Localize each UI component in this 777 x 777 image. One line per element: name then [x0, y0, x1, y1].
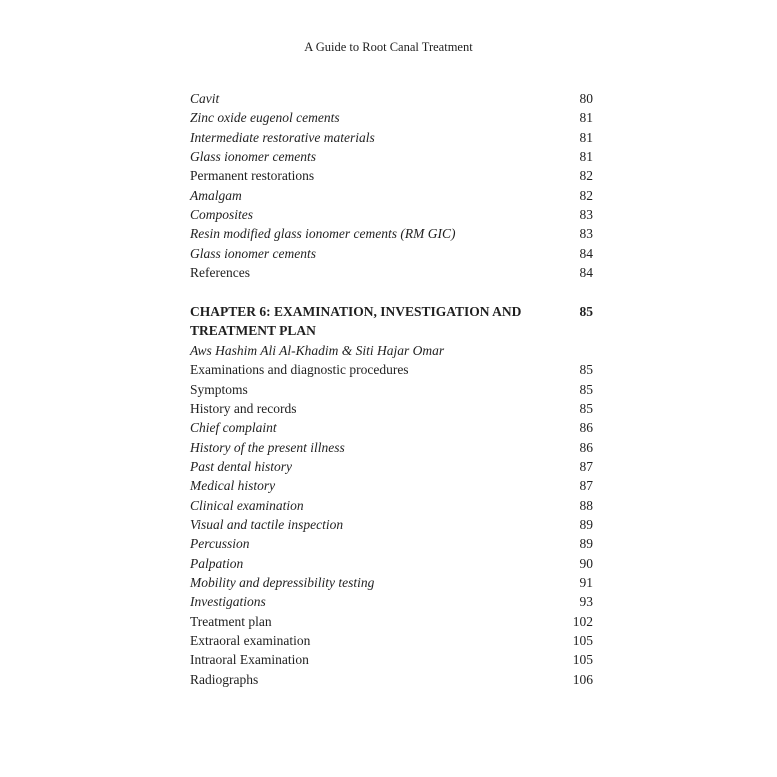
- toc-entry-page-number: 83: [579, 207, 593, 223]
- toc-entry-label: Cavit: [190, 91, 220, 106]
- toc-entry-page-number: 106: [572, 671, 593, 687]
- toc-entry-label: Past dental history: [190, 459, 292, 474]
- toc-entry-label: Treatment plan: [190, 613, 272, 629]
- toc-row: [190, 166, 593, 185]
- toc-entry-label: Medical history: [190, 478, 276, 494]
- toc-entry-label: Composites: [190, 207, 254, 223]
- toc-row: [190, 612, 593, 631]
- chapter-heading-page-number: 85: [579, 303, 593, 319]
- toc-entry-label: Permanent restorations: [190, 168, 315, 184]
- toc-entry-page-number: 88: [579, 497, 593, 513]
- toc-row: [190, 515, 593, 534]
- toc-row: [190, 554, 593, 573]
- toc-row: [190, 496, 593, 515]
- toc-row: [190, 650, 593, 669]
- toc-row: [190, 476, 593, 495]
- toc-entry-page-number: 82: [579, 187, 593, 203]
- toc-entry-label: Zinc oxide eugenol cements: [190, 110, 340, 126]
- toc-entry-page-number: 81: [579, 110, 593, 126]
- toc-entry-page-number: 105: [572, 652, 593, 668]
- toc-entry-page-number: 86: [579, 439, 593, 455]
- toc-entry-page-number: 85: [579, 381, 593, 397]
- toc-row: [190, 108, 593, 127]
- toc-entry-label: Resin modified glass ionomer cements (RM GIC): [190, 226, 456, 242]
- running-header-title: A Guide to Root Canal Treatment: [304, 40, 473, 54]
- toc-entry-page-number: 85: [579, 400, 593, 416]
- toc-entry-page-number: 87: [579, 478, 593, 494]
- toc-entry-label: Percussion: [190, 536, 250, 552]
- toc-entry-page-number: 86: [579, 420, 593, 436]
- toc-row: [190, 399, 593, 418]
- toc-entry-page-number: 105: [572, 633, 593, 649]
- toc-entry-label: Palpation: [190, 555, 244, 571]
- toc-row: [190, 186, 593, 205]
- toc-row: [190, 592, 593, 611]
- toc-row: [190, 224, 593, 243]
- toc-continuation-list: [190, 89, 593, 282]
- toc-entry-label: Examinations and diagnostic procedures: [190, 362, 409, 378]
- toc-entry-page-number: 83: [579, 226, 593, 242]
- toc-row: [190, 244, 593, 263]
- toc-entry-page-number: 89: [579, 536, 593, 552]
- toc-entry-page-number: 85: [579, 362, 593, 378]
- toc-entry-page-number: 84: [579, 245, 593, 261]
- toc-entry-label: Intraoral Examination: [190, 652, 309, 668]
- toc-entry-label: History and records: [190, 400, 297, 416]
- toc-row: [190, 205, 593, 224]
- toc-row: [190, 89, 593, 108]
- toc-entry-page-number: 81: [579, 149, 593, 165]
- chapter-6-section: [190, 302, 593, 689]
- toc-entry-page-number: 82: [579, 168, 593, 184]
- toc-entry-label: Investigations: [190, 594, 266, 610]
- toc-row: [190, 670, 593, 689]
- toc-entry-page-number: 84: [579, 265, 593, 281]
- toc-row: [190, 438, 593, 457]
- toc-entry-label: References: [190, 265, 250, 281]
- toc-entry-label: Glass ionomer cements: [190, 149, 316, 165]
- toc-entry-page-number: 90: [579, 555, 593, 571]
- toc-row: [190, 534, 593, 553]
- toc-entry-page-number: 91: [579, 575, 593, 591]
- toc-entry-label: Radiographs: [190, 671, 259, 687]
- toc-row: [190, 631, 593, 650]
- toc-entry-label: Intermediate restorative materials: [190, 129, 375, 145]
- toc-row: [190, 380, 593, 399]
- toc-entry-label: Glass ionomer cements: [190, 245, 316, 261]
- chapter-heading: CHAPTER 6: EXAMINATION, INVESTIGATION AND TREATMENT PLAN: [190, 303, 522, 339]
- toc-entry-label: History of the present illness: [190, 439, 345, 455]
- chapter-authors: Aws Hashim Ali Al-Khadim & Siti Hajar Omar: [190, 342, 445, 358]
- toc-chapter-list: [190, 360, 593, 689]
- toc-entry-page-number: 80: [579, 91, 593, 106]
- toc-entry-page-number: 93: [579, 594, 593, 610]
- chapter-heading-row: [190, 302, 593, 341]
- toc-entry-label: Extraoral examination: [190, 633, 311, 649]
- toc-row: [190, 418, 593, 437]
- toc-row: [190, 147, 593, 166]
- toc-entry-label: Clinical examination: [190, 497, 304, 513]
- toc-entry-label: Visual and tactile inspection: [190, 517, 344, 533]
- toc-entry-label: Mobility and depressibility testing: [190, 575, 375, 591]
- toc-row: [190, 128, 593, 147]
- toc-entry-page-number: 87: [579, 459, 593, 474]
- toc-row: [190, 573, 593, 592]
- toc-entry-label: Amalgam: [190, 187, 242, 203]
- toc-entry-label: Symptoms: [190, 381, 248, 397]
- toc-entry-page-number: 89: [579, 517, 593, 533]
- toc-row: [190, 263, 593, 282]
- table-of-contents: [190, 89, 593, 689]
- toc-entry-label: Chief complaint: [190, 420, 277, 436]
- toc-entry-page-number: 102: [572, 613, 593, 629]
- toc-row: [190, 360, 593, 379]
- toc-entry-page-number: 81: [579, 129, 593, 145]
- toc-row: [190, 457, 593, 476]
